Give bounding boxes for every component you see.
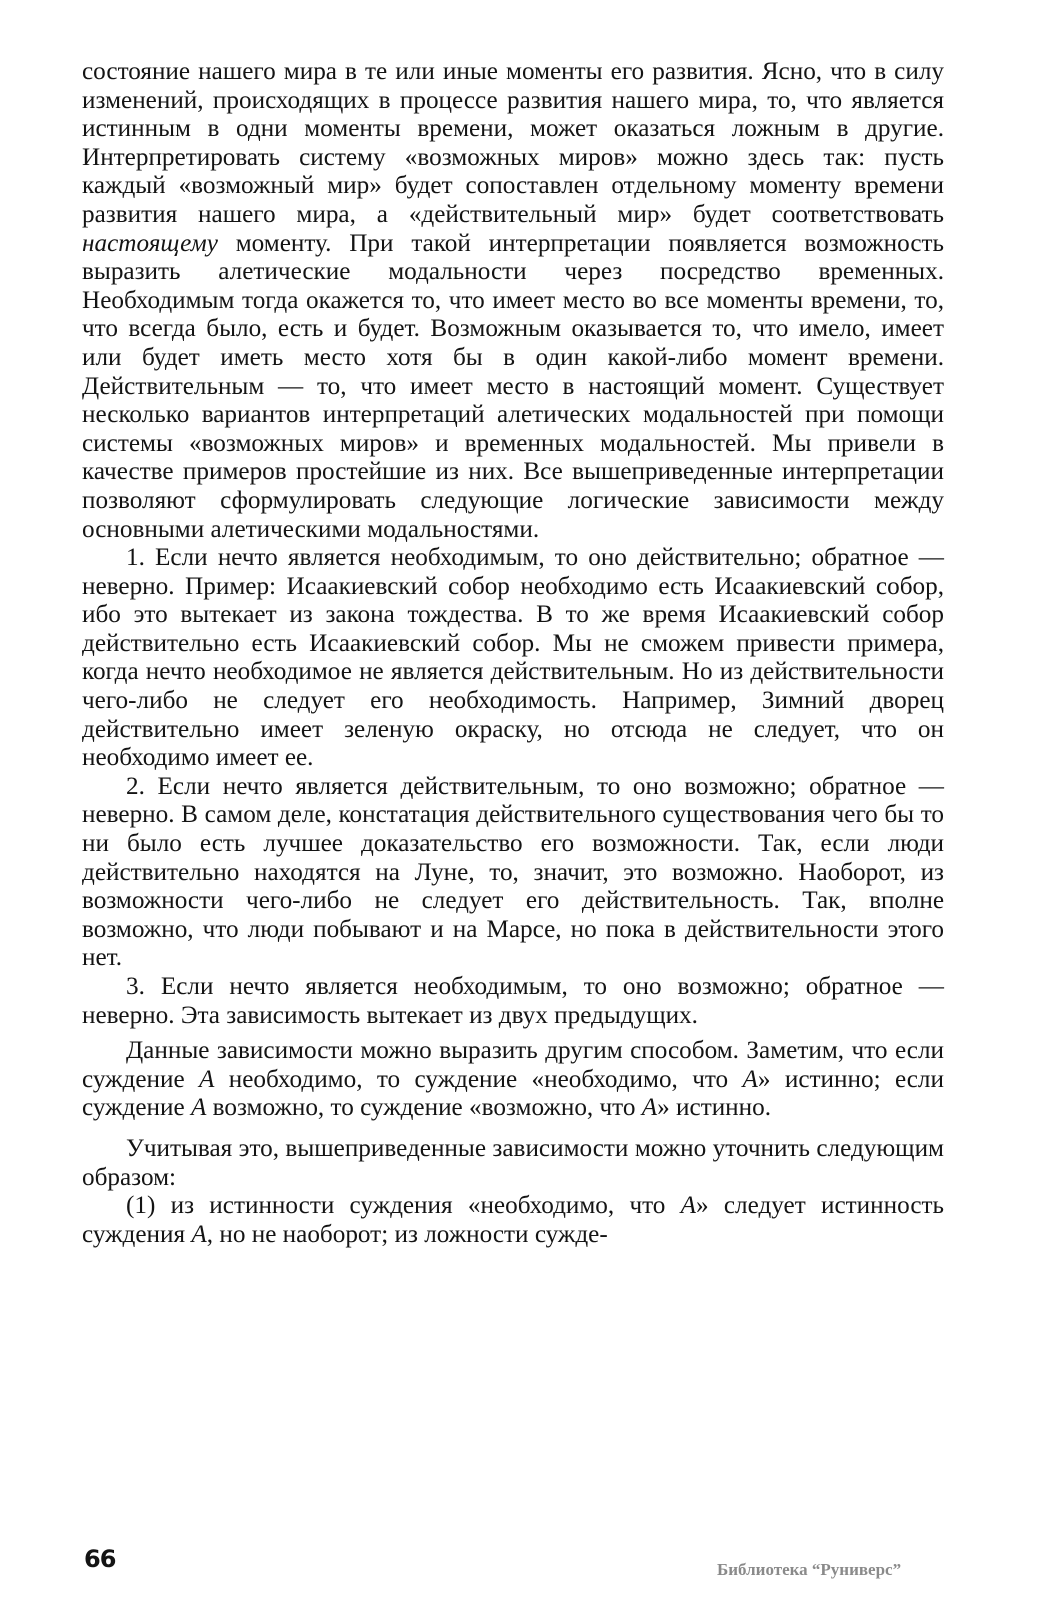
text-run: возможно, то суждение «возможно, что bbox=[206, 1094, 642, 1122]
page-number: 66 bbox=[84, 1545, 116, 1573]
italic-text: A bbox=[641, 1094, 658, 1122]
italic-text: A bbox=[190, 1094, 207, 1122]
text-run: » истинно. bbox=[657, 1094, 772, 1122]
paragraph-item-2 bbox=[82, 773, 944, 973]
paragraph-dependencies bbox=[82, 1037, 944, 1123]
text-run: Учитывая это, вышеприведенные зависимости можно уточнить следующим образом: bbox=[82, 1134, 944, 1191]
italic-text: A bbox=[680, 1192, 697, 1220]
italic-text: A bbox=[199, 1065, 215, 1093]
text-run: 3. Если нечто является необходимым, то оно возможно; обратное — неверно. Эта зависимость вытекает из двух предыдущих. bbox=[82, 973, 944, 1029]
paragraph-intro bbox=[82, 58, 944, 544]
text-run: 2. Если нечто является действительным, то оно возможно; обратное — неверно. В самом деле, констатация действительного существования чего бы то ни было есть лучшее доказательство его возможности. Так, если люди действительно находятся на Луне, то, значит, это возможно. Наоборот, из возможности чего-либо не следует его действительность. Так, вполне возможно, что люди побывают и на Марсе, но пока в действительности этого нет. bbox=[82, 772, 944, 972]
paragraph-clause-1 bbox=[82, 1192, 944, 1249]
text-run: (1) из истинности суждения «необходимо, что bbox=[126, 1192, 681, 1220]
paragraph-refine bbox=[82, 1135, 944, 1192]
library-watermark: Библиотека “Руниверс” bbox=[717, 1560, 902, 1579]
text-run: » следует истинность суждения bbox=[82, 1192, 944, 1248]
text-run: » истинно; если суждение bbox=[82, 1065, 944, 1122]
italic-text: A bbox=[742, 1065, 758, 1093]
text-run: состояние нашего мира в те или иные моменты его развития. Ясно, что в силу изменений, происходящих в процессе развития нашего мира, то, что является истинным в одни моменты времени, может оказаться ложным в другие. Интерпретировать систему «возможных миров» можно здесь так: пусть каждый «возможный мир» будет сопоставлен отдельному моменту времени развития нашего мира, а «действительный мир» будет соответствовать bbox=[82, 58, 944, 228]
text-run: , но не наоборот; из ложности сужде- bbox=[206, 1220, 608, 1248]
text-run: необходимо, то суждение «необходимо, что bbox=[214, 1065, 743, 1093]
text-run: моменту. При такой интерпретации появляется возможность выразить алетические модальности через посредство временных. Необходимым тогда окажется то, что имеет место во все моменты времени, то, что всегда было, есть и будет. Возможным оказывается то, что имело, имеет или будет иметь место хотя бы в один какой-либо момент времени. Действительным — то, что имеет место в настоящий момент. Существует несколько вариантов интерпретаций алетических модальностей при помощи системы «возможных миров» и временных модальностей. Мы привели в качестве примеров простейшие из них. Все вышеприведенные интерпретации позволяют сформулировать следующие логические зависимости между основными алетическими модальностями. bbox=[82, 229, 944, 543]
italic-text: A bbox=[191, 1220, 207, 1248]
italic-text: настоящему bbox=[82, 229, 218, 257]
paragraph-item-3 bbox=[82, 973, 944, 1030]
page-body bbox=[82, 58, 944, 1249]
text-run: 1. Если нечто является необходимым, то оно действительно; обратное — неверно. Пример: Исаакиевский собор необходимо есть Исаакиевский собор, ибо это вытекает из закона тождества. В то же время Исаакиевский собор действительно есть Исаакиевский собор. Мы не сможем привести примера, когда нечто необходимое не является действительным. Но из действительности чего-либо не следует его необходимость. Например, Зимний дворец действительно имеет зеленую окраску, но отсюда не следует, что он необходимо имеет ее. bbox=[82, 544, 944, 772]
text-run: Данные зависимости можно выразить другим способом. Заметим, что если суждение bbox=[82, 1037, 944, 1093]
paragraph-item-1 bbox=[82, 544, 944, 773]
